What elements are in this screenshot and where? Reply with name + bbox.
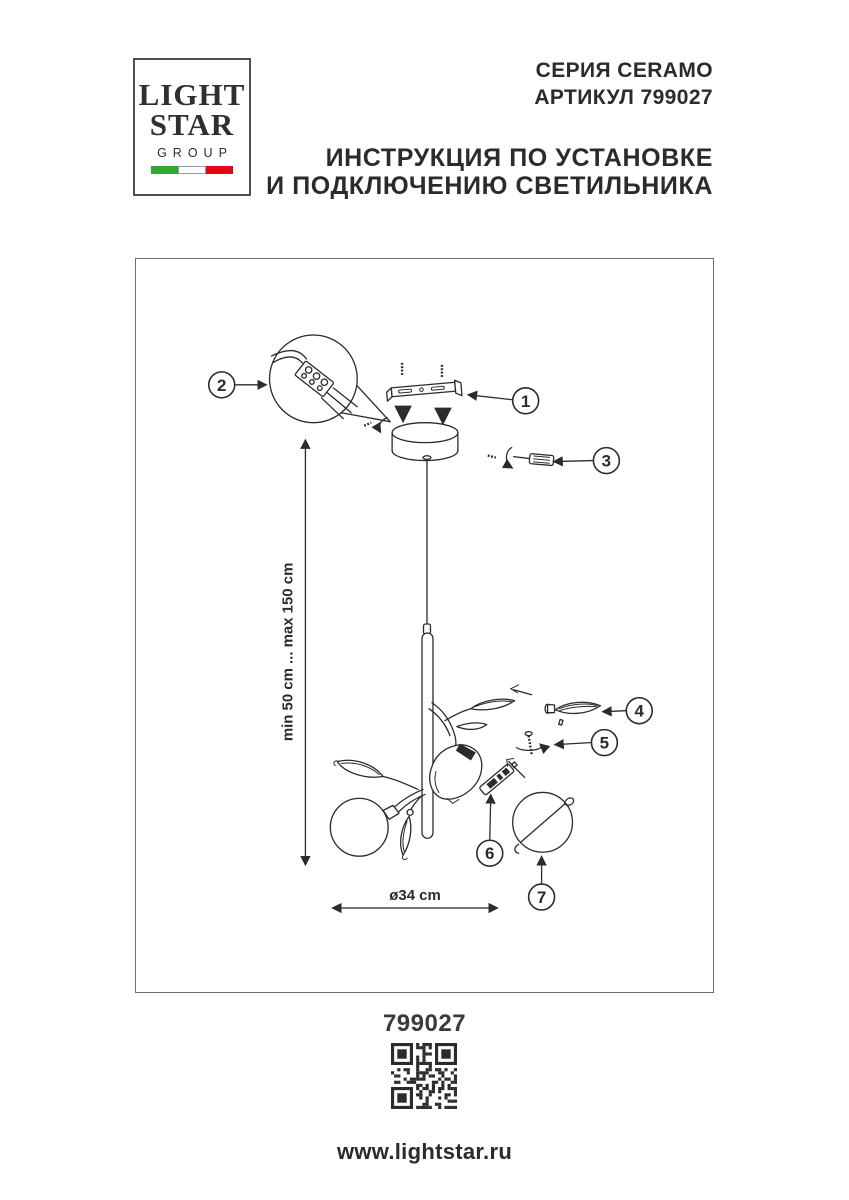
callout-1 [513,388,539,414]
instruction-line-2: И ПОДКЛЮЧЕНИЮ СВЕТИЛЬНИКА [266,172,713,200]
callout-7 [529,884,555,910]
callout-5 [591,730,617,756]
svg-text:3: 3 [601,451,612,471]
leaf-ornament [545,702,600,725]
svg-text:4: 4 [634,701,644,721]
glass-sphere [513,792,574,853]
fixing-screw [517,732,542,755]
logo-word-group: GROUP [157,145,233,160]
bracket-screws [402,363,442,378]
svg-text:7: 7 [536,888,547,908]
flag-white-segment [178,166,207,174]
footer-article-number: 799027 [382,1010,467,1037]
left-branch [330,760,425,859]
ceiling-canopy [364,418,458,461]
header-text-block [266,57,713,200]
svg-text:2: 2 [216,375,227,395]
diameter-dimension-label: ø34 cm [389,887,441,905]
screw-direction-arrows [403,407,443,422]
svg-text:6: 6 [485,844,495,864]
wiring-detail-circle [270,335,391,423]
logo-word-star: STAR [149,106,235,142]
website-url: www.lightstar.ru [336,1139,513,1164]
callout-6 [477,840,503,866]
instruction-line-1: ИНСТРУКЦИЯ ПО УСТАНОВКЕ [325,144,713,172]
pendant-rod [422,624,433,838]
screwdriver [488,448,554,468]
height-dimension [279,441,305,865]
flag-red-segment [206,166,233,174]
svg-text:1: 1 [520,391,531,411]
right-branch [429,699,515,749]
italian-flag-bar [151,166,233,174]
height-dimension-label: min 50 cm ... max 150 cm [279,562,297,742]
callout-4 [626,698,652,724]
callout-2 [209,372,235,398]
callout-3 [593,448,619,474]
instruction-title [266,144,713,200]
diameter-dimension [333,887,496,908]
lightstar-logo [133,58,251,196]
ceramic-flower-shade [430,744,482,804]
series-title: СЕРИЯ CERAMO [535,59,713,82]
glass-globe [330,798,388,856]
installation-diagram [136,259,713,992]
logo-word-light: LIGHT [138,77,246,113]
article-title: АРТИКУЛ 799027 [534,86,713,109]
mounting-bracket [386,380,462,402]
flag-green-segment [151,166,178,174]
qr-code [391,1043,457,1109]
svg-text:5: 5 [599,733,610,753]
installation-diagram-frame [135,258,714,993]
